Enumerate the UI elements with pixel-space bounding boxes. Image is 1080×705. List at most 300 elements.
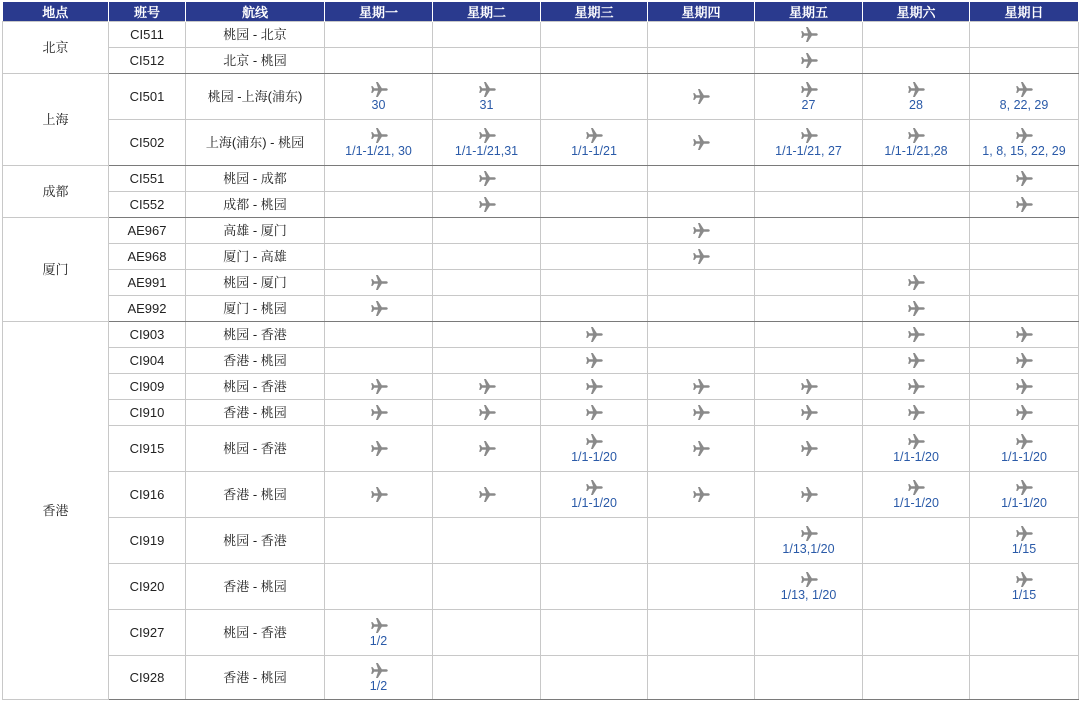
airplane-icon: [584, 479, 604, 496]
header-thu: 星期四: [648, 2, 755, 22]
day-cell: [863, 192, 970, 218]
route-cell: 桃园 - 香港: [186, 518, 325, 564]
table-row: [3, 120, 1079, 166]
day-cell: [755, 192, 863, 218]
day-cell: [970, 518, 1079, 564]
airplane-icon: [369, 404, 389, 421]
airplane-icon: [906, 352, 926, 369]
day-cell: [433, 656, 541, 700]
route-cell: 桃园 - 香港: [186, 610, 325, 656]
day-cell: [433, 244, 541, 270]
airplane-icon: [799, 378, 819, 395]
day-cell: [755, 22, 863, 48]
location-cell: 香港: [3, 322, 109, 700]
day-cell: [970, 472, 1079, 518]
airplane-icon: [369, 300, 389, 317]
date-note: 1/1-1/20: [893, 496, 939, 510]
airplane-icon: [799, 81, 819, 98]
location-cell: 上海: [3, 74, 109, 166]
day-cell: [433, 74, 541, 120]
day-cell: [433, 426, 541, 472]
day-cell: [541, 74, 648, 120]
airplane-icon: [584, 127, 604, 144]
day-cell: [648, 348, 755, 374]
day-cell: [325, 74, 433, 120]
day-cell: [648, 166, 755, 192]
table-row: [3, 472, 1079, 518]
route-cell: 桃园 - 香港: [186, 426, 325, 472]
airplane-icon: [584, 378, 604, 395]
day-cell: [541, 348, 648, 374]
table-row: [3, 400, 1079, 426]
header-route: 航线: [186, 2, 325, 22]
flight-number-cell: CI501: [109, 74, 186, 120]
airplane-icon: [477, 486, 497, 503]
day-cell: [970, 244, 1079, 270]
airplane-icon: [691, 486, 711, 503]
airplane-icon: [691, 378, 711, 395]
airplane-icon: [584, 404, 604, 421]
day-cell: [325, 322, 433, 348]
day-cell: [648, 374, 755, 400]
header-location: 地点: [3, 2, 109, 22]
airplane-icon: [1014, 571, 1034, 588]
day-cell: [648, 192, 755, 218]
day-cell: [541, 192, 648, 218]
day-cell: [541, 296, 648, 322]
day-cell: [433, 472, 541, 518]
airplane-icon: [906, 378, 926, 395]
date-note: 28: [909, 98, 923, 112]
day-cell: [648, 48, 755, 74]
airplane-icon: [906, 433, 926, 450]
table-row: [3, 48, 1079, 74]
flight-number-cell: CI903: [109, 322, 186, 348]
day-cell: [648, 400, 755, 426]
airplane-icon: [369, 378, 389, 395]
day-cell: [970, 348, 1079, 374]
location-cell: 北京: [3, 22, 109, 74]
day-cell: [541, 400, 648, 426]
day-cell: [648, 270, 755, 296]
route-cell: 厦门 - 桃园: [186, 296, 325, 322]
table-row: [3, 610, 1079, 656]
day-cell: [755, 610, 863, 656]
date-note: 31: [479, 98, 494, 112]
day-cell: [325, 374, 433, 400]
route-cell: 厦门 - 高雄: [186, 244, 325, 270]
flight-number-cell: AE967: [109, 218, 186, 244]
table-row: [3, 166, 1079, 192]
day-cell: [325, 610, 433, 656]
route-cell: 香港 - 桃园: [186, 656, 325, 700]
airplane-icon: [1014, 378, 1034, 395]
airplane-icon: [477, 440, 497, 457]
day-cell: [755, 74, 863, 120]
day-cell: [648, 218, 755, 244]
date-note: 1/1-1/21, 27: [775, 144, 842, 158]
flight-number-cell: CI552: [109, 192, 186, 218]
day-cell: [433, 22, 541, 48]
day-cell: [648, 426, 755, 472]
airplane-icon: [369, 486, 389, 503]
airplane-icon: [799, 486, 819, 503]
day-cell: [541, 120, 648, 166]
airplane-icon: [691, 222, 711, 239]
route-cell: 桃园 - 香港: [186, 374, 325, 400]
airplane-icon: [799, 52, 819, 69]
day-cell: [648, 120, 755, 166]
day-cell: [541, 564, 648, 610]
header-fri: 星期五: [755, 2, 863, 22]
airplane-icon: [369, 440, 389, 457]
day-cell: [541, 374, 648, 400]
day-cell: [325, 218, 433, 244]
date-note: 1/1-1/21,28: [884, 144, 948, 158]
route-cell: 桃园 - 北京: [186, 22, 325, 48]
header-wed: 星期三: [541, 2, 648, 22]
day-cell: [541, 218, 648, 244]
day-cell: [541, 22, 648, 48]
airplane-icon: [691, 134, 711, 151]
day-cell: [433, 270, 541, 296]
day-cell: [863, 472, 970, 518]
day-cell: [433, 348, 541, 374]
airplane-icon: [799, 525, 819, 542]
location-cell: 成都: [3, 166, 109, 218]
day-cell: [755, 348, 863, 374]
airplane-icon: [799, 127, 819, 144]
day-cell: [970, 610, 1079, 656]
day-cell: [541, 610, 648, 656]
day-cell: [755, 426, 863, 472]
flight-number-cell: AE992: [109, 296, 186, 322]
flight-number-cell: CI904: [109, 348, 186, 374]
airplane-icon: [906, 404, 926, 421]
date-note: 1/13, 1/20: [780, 588, 837, 602]
flight-number-cell: CI551: [109, 166, 186, 192]
flight-number-cell: CI502: [109, 120, 186, 166]
day-cell: [755, 270, 863, 296]
flight-number-cell: CI511: [109, 22, 186, 48]
date-note: 1/1-1/21, 30: [345, 144, 412, 158]
flight-number-cell: AE991: [109, 270, 186, 296]
flight-number-cell: CI927: [109, 610, 186, 656]
airplane-icon: [477, 81, 497, 98]
day-cell: [863, 518, 970, 564]
day-cell: [541, 166, 648, 192]
airplane-icon: [906, 127, 926, 144]
day-cell: [648, 472, 755, 518]
day-cell: [648, 296, 755, 322]
day-cell: [863, 244, 970, 270]
date-note: 1/1-1/20: [1001, 450, 1047, 464]
airplane-icon: [1014, 479, 1034, 496]
airplane-icon: [477, 127, 497, 144]
day-cell: [433, 564, 541, 610]
location-cell: 厦门: [3, 218, 109, 322]
table-row: [3, 296, 1079, 322]
day-cell: [863, 610, 970, 656]
day-cell: [648, 610, 755, 656]
airplane-icon: [799, 571, 819, 588]
airplane-icon: [691, 248, 711, 265]
day-cell: [541, 244, 648, 270]
day-cell: [648, 564, 755, 610]
airplane-icon: [691, 440, 711, 457]
day-cell: [433, 322, 541, 348]
airplane-icon: [691, 404, 711, 421]
day-cell: [433, 192, 541, 218]
airplane-icon: [1014, 433, 1034, 450]
route-cell: 成都 - 桃园: [186, 192, 325, 218]
day-cell: [325, 120, 433, 166]
day-cell: [755, 472, 863, 518]
day-cell: [863, 656, 970, 700]
flight-schedule-table: [2, 2, 1079, 700]
day-cell: [433, 218, 541, 244]
day-cell: [970, 74, 1079, 120]
route-cell: 高雄 - 厦门: [186, 218, 325, 244]
route-cell: 香港 - 桃园: [186, 472, 325, 518]
airplane-icon: [477, 196, 497, 213]
day-cell: [970, 120, 1079, 166]
airplane-icon: [799, 26, 819, 43]
airplane-icon: [906, 326, 926, 343]
airplane-icon: [477, 378, 497, 395]
flight-number-cell: CI512: [109, 48, 186, 74]
day-cell: [648, 244, 755, 270]
day-cell: [433, 400, 541, 426]
day-cell: [970, 218, 1079, 244]
day-cell: [755, 564, 863, 610]
day-cell: [648, 22, 755, 48]
header-sat: 星期六: [863, 2, 970, 22]
schedule-body: [3, 22, 1079, 700]
day-cell: [970, 166, 1079, 192]
airplane-icon: [1014, 352, 1034, 369]
route-cell: 香港 - 桃园: [186, 348, 325, 374]
date-note: 1/1-1/20: [893, 450, 939, 464]
day-cell: [755, 48, 863, 74]
airplane-icon: [477, 170, 497, 187]
airplane-icon: [799, 404, 819, 421]
day-cell: [325, 244, 433, 270]
day-cell: [648, 74, 755, 120]
day-cell: [433, 374, 541, 400]
route-cell: 北京 - 桃园: [186, 48, 325, 74]
day-cell: [863, 22, 970, 48]
table-row: [3, 192, 1079, 218]
airplane-icon: [369, 274, 389, 291]
day-cell: [325, 296, 433, 322]
day-cell: [325, 564, 433, 610]
day-cell: [863, 48, 970, 74]
day-cell: [755, 218, 863, 244]
day-cell: [970, 22, 1079, 48]
date-note: 8, 22, 29: [999, 98, 1049, 112]
day-cell: [970, 400, 1079, 426]
date-note: 1/1-1/21: [571, 144, 617, 158]
day-cell: [863, 322, 970, 348]
airplane-icon: [906, 300, 926, 317]
day-cell: [755, 400, 863, 426]
day-cell: [970, 564, 1079, 610]
table-row: [3, 564, 1079, 610]
airplane-icon: [369, 617, 389, 634]
table-row: [3, 218, 1079, 244]
day-cell: [755, 374, 863, 400]
airplane-icon: [477, 404, 497, 421]
table-row: [3, 270, 1079, 296]
table-row: [3, 518, 1079, 564]
day-cell: [755, 296, 863, 322]
day-cell: [863, 400, 970, 426]
day-cell: [970, 270, 1079, 296]
table-row: [3, 244, 1079, 270]
date-note: 30: [371, 98, 386, 112]
day-cell: [325, 348, 433, 374]
airplane-icon: [1014, 81, 1034, 98]
day-cell: [433, 166, 541, 192]
day-cell: [755, 656, 863, 700]
day-cell: [863, 296, 970, 322]
airplane-icon: [1014, 127, 1034, 144]
day-cell: [863, 426, 970, 472]
day-cell: [970, 48, 1079, 74]
date-note: 1/15: [1011, 542, 1037, 556]
route-cell: 香港 - 桃园: [186, 400, 325, 426]
date-note: 1/13,1/20: [782, 542, 835, 556]
day-cell: [863, 218, 970, 244]
day-cell: [433, 610, 541, 656]
day-cell: [755, 120, 863, 166]
day-cell: [325, 400, 433, 426]
day-cell: [863, 74, 970, 120]
table-row: [3, 426, 1079, 472]
day-cell: [863, 270, 970, 296]
day-cell: [755, 244, 863, 270]
day-cell: [541, 322, 648, 348]
day-cell: [970, 296, 1079, 322]
flight-number-cell: CI909: [109, 374, 186, 400]
day-cell: [325, 48, 433, 74]
day-cell: [755, 518, 863, 564]
day-cell: [325, 22, 433, 48]
table-row: [3, 374, 1079, 400]
day-cell: [970, 374, 1079, 400]
airplane-icon: [584, 352, 604, 369]
day-cell: [541, 656, 648, 700]
header-flight-no: 班号: [109, 2, 186, 22]
day-cell: [648, 322, 755, 348]
flight-number-cell: AE968: [109, 244, 186, 270]
date-note: 1/1-1/21,31: [454, 144, 519, 158]
day-cell: [755, 322, 863, 348]
date-note: 1/1-1/20: [571, 450, 617, 464]
day-cell: [648, 656, 755, 700]
airplane-icon: [1014, 525, 1034, 542]
day-cell: [970, 322, 1079, 348]
route-cell: 香港 - 桃园: [186, 564, 325, 610]
route-cell: 桃园 -上海(浦东): [186, 74, 325, 120]
flight-number-cell: CI916: [109, 472, 186, 518]
airplane-icon: [906, 81, 926, 98]
day-cell: [863, 564, 970, 610]
table-row: [3, 656, 1079, 700]
header-sun: 星期日: [970, 2, 1079, 22]
table-row: [3, 74, 1079, 120]
header-tue: 星期二: [433, 2, 541, 22]
day-cell: [433, 518, 541, 564]
day-cell: [433, 48, 541, 74]
day-cell: [970, 426, 1079, 472]
airplane-icon: [369, 127, 389, 144]
route-cell: 桃园 - 香港: [186, 322, 325, 348]
day-cell: [863, 348, 970, 374]
header-row: [3, 2, 1079, 22]
flight-number-cell: CI915: [109, 426, 186, 472]
day-cell: [541, 48, 648, 74]
day-cell: [325, 472, 433, 518]
date-note: 1/2: [369, 679, 388, 693]
day-cell: [541, 426, 648, 472]
day-cell: [325, 518, 433, 564]
day-cell: [325, 270, 433, 296]
airplane-icon: [584, 326, 604, 343]
day-cell: [863, 166, 970, 192]
airplane-icon: [369, 81, 389, 98]
airplane-icon: [1014, 196, 1034, 213]
date-note: 1/1-1/20: [1001, 496, 1047, 510]
airplane-icon: [906, 479, 926, 496]
flight-number-cell: CI919: [109, 518, 186, 564]
airplane-icon: [1014, 326, 1034, 343]
day-cell: [325, 426, 433, 472]
route-cell: 桃园 - 成都: [186, 166, 325, 192]
date-note: 1/2: [369, 634, 388, 648]
airplane-icon: [691, 88, 711, 105]
day-cell: [541, 472, 648, 518]
day-cell: [325, 192, 433, 218]
day-cell: [433, 120, 541, 166]
route-cell: 上海(浦东) - 桃园: [186, 120, 325, 166]
airplane-icon: [1014, 170, 1034, 187]
flight-number-cell: CI928: [109, 656, 186, 700]
day-cell: [648, 518, 755, 564]
table-row: [3, 348, 1079, 374]
date-note: 27: [801, 98, 816, 112]
airplane-icon: [584, 433, 604, 450]
header-mon: 星期一: [325, 2, 433, 22]
day-cell: [970, 192, 1079, 218]
date-note: 1, 8, 15, 22, 29: [982, 144, 1066, 158]
day-cell: [970, 656, 1079, 700]
date-note: 1/15: [1011, 588, 1037, 602]
airplane-icon: [1014, 404, 1034, 421]
day-cell: [325, 166, 433, 192]
day-cell: [541, 270, 648, 296]
day-cell: [541, 518, 648, 564]
airplane-icon: [369, 662, 389, 679]
day-cell: [325, 656, 433, 700]
flight-number-cell: CI920: [109, 564, 186, 610]
day-cell: [863, 120, 970, 166]
airplane-icon: [906, 274, 926, 291]
airplane-icon: [799, 440, 819, 457]
day-cell: [433, 296, 541, 322]
route-cell: 桃园 - 厦门: [186, 270, 325, 296]
